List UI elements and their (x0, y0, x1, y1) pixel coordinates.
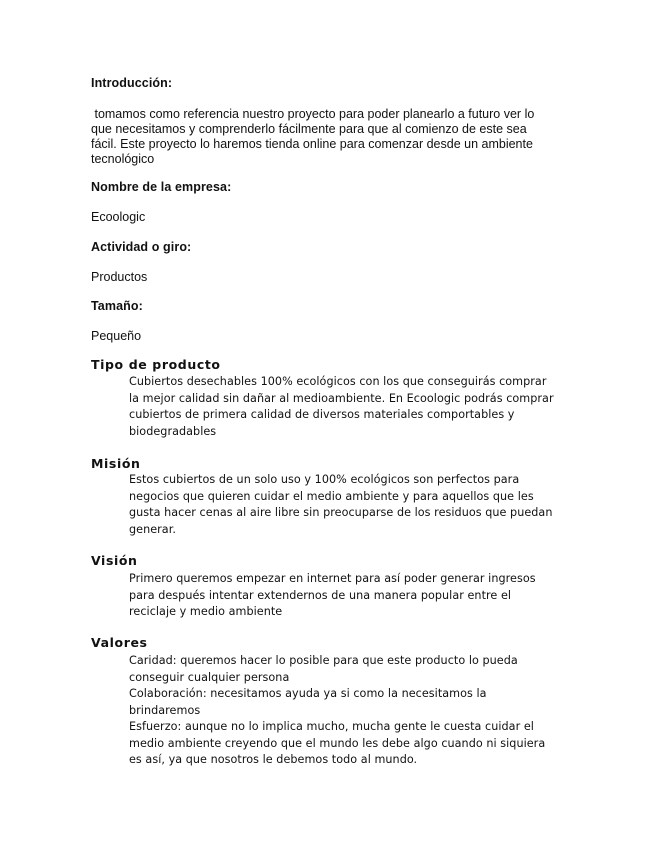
values-line: brindaremos (129, 703, 201, 717)
mission-heading: Misión (91, 456, 141, 471)
product-type-heading: Tipo de producto (91, 357, 221, 372)
size-value: Pequeño (91, 329, 142, 343)
values-paragraph (129, 653, 569, 769)
vision-paragraph (129, 571, 569, 621)
mission-line: gusta hacer cenas al aire libre sin preocuparse de los residuos que puedan (129, 506, 553, 519)
intro-line: fácil. Este proyecto lo haremos tienda online para comenzar desde un ambiente (91, 137, 533, 151)
values-line: es así, ya que nosotros le debemos todo al mundo. (129, 753, 418, 766)
product-type-line: la mejor calidad sin dañar al medioambiente. En Ecoologic podrás comprar (129, 391, 554, 405)
values-line: medio ambiente creyendo que el mundo les debe algo cuando ni siquiera (129, 736, 546, 750)
company-name: Ecoologic (91, 210, 146, 224)
values-line: Caridad: queremos hacer lo posible para que este producto lo pueda (129, 654, 518, 667)
vision-line: para después intentar extendernos de una manera popular entre el (129, 588, 512, 602)
intro-paragraph (91, 107, 561, 167)
activity-heading: Actividad o giro: (91, 240, 192, 254)
product-type-line: biodegradables (129, 424, 217, 438)
mission-paragraph (129, 472, 569, 538)
values-line: conseguir cualquier persona (129, 670, 290, 684)
values-line: Esfuerzo: aunque no lo implica mucho, mucha gente le cuesta cuidar el (129, 720, 534, 733)
mission-line: negocios que quieren cuidar el medio ambiente y para aquellos que les (129, 489, 534, 503)
product-type-line: cubiertos de primera calidad de diversos materiales comportables y (129, 408, 515, 421)
product-type-line: Cubiertos desechables 100% ecológicos con los que conseguirás comprar (129, 375, 547, 388)
intro-heading: Introducción: (91, 76, 173, 90)
mission-line: Estos cubiertos de un solo uso y 100% ecológicos son perfectos para (129, 473, 520, 486)
mission-line: generar. (129, 522, 176, 536)
intro-line: que necesitamos y comprenderlo fácilmente para que al comienzo de este sea (91, 122, 527, 136)
intro-line: tomamos como referencia nuestro proyecto para poder planearlo a futuro ver lo (91, 107, 535, 121)
vision-line: Primero queremos empezar en internet para así poder generar ingresos (129, 572, 536, 585)
values-line: Colaboración: necesitamos ayuda ya si como la necesitamos la (129, 687, 487, 700)
activity-value: Productos (91, 270, 148, 284)
product-type-paragraph (129, 374, 569, 440)
size-heading: Tamaño: (91, 299, 143, 313)
company-heading: Nombre de la empresa: (91, 180, 232, 194)
intro-line: tecnológico (91, 152, 155, 166)
values-heading: Valores (91, 635, 148, 650)
vision-heading: Visión (91, 553, 138, 568)
vision-line: reciclaje y medio ambiente (129, 605, 283, 618)
